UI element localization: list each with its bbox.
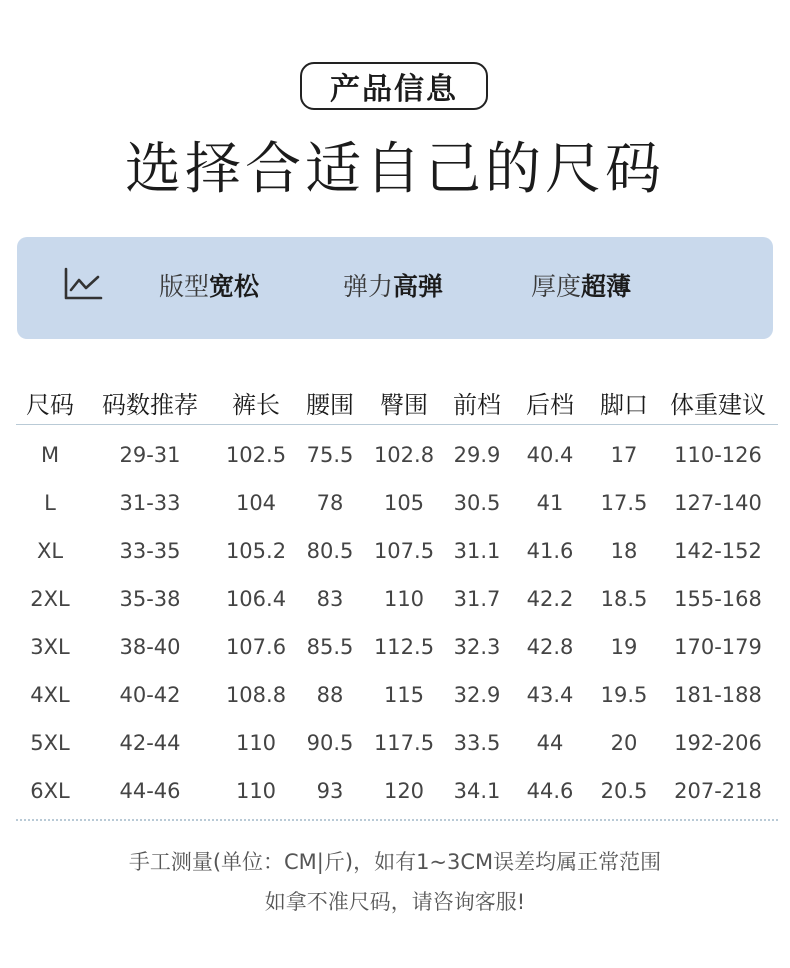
chart-line-icon <box>63 267 103 301</box>
column-header: 腰围 <box>306 390 354 419</box>
table-body <box>16 425 778 821</box>
table-cell: 78 <box>316 491 344 515</box>
column-header: 体重建议 <box>670 390 766 419</box>
table-cell: 18 <box>610 539 638 563</box>
table-row <box>16 431 778 479</box>
table-cell: 43.4 <box>526 683 574 707</box>
table-cell: 42.2 <box>526 587 574 611</box>
table-row <box>16 623 778 671</box>
table-cell: 90.5 <box>306 731 354 755</box>
feature-elasticity <box>343 271 443 303</box>
table-cell: 85.5 <box>306 635 354 659</box>
table-cell: 80.5 <box>306 539 354 563</box>
table-cell: 20 <box>610 731 638 755</box>
table-cell: 18.5 <box>600 587 648 611</box>
table-cell: 110 <box>235 731 277 755</box>
table-cell: 6XL <box>30 779 70 803</box>
feature-label: 厚度 <box>531 272 582 301</box>
column-header: 码数推荐 <box>102 390 198 419</box>
feature-fit <box>159 271 259 303</box>
table-cell: 106.4 <box>225 587 287 611</box>
table-cell: 29-31 <box>119 443 181 467</box>
table-cell: 102.5 <box>225 443 287 467</box>
table-cell: 102.8 <box>373 443 435 467</box>
table-cell: 107.6 <box>225 635 287 659</box>
table-cell: 19.5 <box>600 683 648 707</box>
table-cell: 32.9 <box>453 683 501 707</box>
table-cell: 181-188 <box>674 683 762 707</box>
table-cell: 107.5 <box>373 539 435 563</box>
table-cell: 44.6 <box>526 779 574 803</box>
table-cell: 30.5 <box>453 491 501 515</box>
table-cell: 19 <box>610 635 638 659</box>
table-cell: M <box>40 443 60 467</box>
service-note: 如拿不准尺码，请咨询客服! <box>264 890 526 914</box>
section-tag: 产品信息 <box>300 62 488 110</box>
table-cell: 41.6 <box>526 539 574 563</box>
table-cell: 5XL <box>30 731 70 755</box>
table-cell: 105.2 <box>225 539 287 563</box>
column-header: 裤长 <box>232 390 280 419</box>
table-cell: 17 <box>610 443 638 467</box>
table-cell: 93 <box>316 779 344 803</box>
table-cell: L <box>44 491 56 515</box>
table-cell: 207-218 <box>674 779 762 803</box>
table-cell: 40.4 <box>526 443 574 467</box>
table-cell: 142-152 <box>674 539 762 563</box>
table-cell: 40-42 <box>119 683 181 707</box>
table-cell: 110 <box>383 587 425 611</box>
table-cell: 170-179 <box>674 635 762 659</box>
table-cell: 42-44 <box>119 731 181 755</box>
table-cell: 115 <box>383 683 425 707</box>
table-cell: 155-168 <box>674 587 762 611</box>
column-header: 前档 <box>453 390 501 419</box>
table-cell: 33-35 <box>119 539 181 563</box>
table-cell: 104 <box>235 491 277 515</box>
column-header: 后档 <box>526 390 574 419</box>
table-cell: 88 <box>316 683 344 707</box>
table-cell: 117.5 <box>373 731 435 755</box>
table-cell: XL <box>36 539 64 563</box>
table-cell: 31.7 <box>453 587 501 611</box>
table-cell: 4XL <box>30 683 70 707</box>
table-cell: 127-140 <box>674 491 762 515</box>
table-cell: 17.5 <box>600 491 648 515</box>
table-cell: 29.9 <box>453 443 501 467</box>
table-cell: 44 <box>536 731 564 755</box>
table-cell: 38-40 <box>119 635 181 659</box>
feature-bar <box>17 237 773 339</box>
table-header-row <box>16 380 778 425</box>
table-cell: 32.3 <box>453 635 501 659</box>
table-cell: 34.1 <box>453 779 501 803</box>
feature-value: 高弹 <box>393 272 444 301</box>
table-cell: 41 <box>536 491 564 515</box>
table-cell: 2XL <box>30 587 70 611</box>
table-row <box>16 575 778 623</box>
table-cell: 112.5 <box>373 635 435 659</box>
size-table <box>16 380 778 821</box>
table-cell: 105 <box>383 491 425 515</box>
feature-thickness <box>531 271 631 303</box>
table-cell: 42.8 <box>526 635 574 659</box>
column-header: 脚口 <box>600 390 648 419</box>
table-cell: 120 <box>383 779 425 803</box>
table-cell: 44-46 <box>119 779 181 803</box>
table-cell: 33.5 <box>453 731 501 755</box>
feature-value: 超薄 <box>581 272 632 301</box>
table-row <box>16 479 778 527</box>
table-cell: 31-33 <box>119 491 181 515</box>
table-cell: 110-126 <box>674 443 762 467</box>
table-cell: 108.8 <box>225 683 287 707</box>
table-cell: 75.5 <box>306 443 354 467</box>
column-header: 尺码 <box>26 390 74 419</box>
table-cell: 110 <box>235 779 277 803</box>
measurement-note: 手工测量(单位：CM|斤)，如有1~3CM误差均属正常范围 <box>128 850 662 874</box>
table-cell: 192-206 <box>674 731 762 755</box>
column-header: 臀围 <box>380 390 428 419</box>
table-cell: 35-38 <box>119 587 181 611</box>
feature-label: 弹力 <box>343 272 394 301</box>
table-row <box>16 719 778 767</box>
table-row <box>16 671 778 719</box>
feature-value: 宽松 <box>209 272 260 301</box>
table-cell: 3XL <box>30 635 70 659</box>
table-cell: 31.1 <box>453 539 501 563</box>
table-cell: 20.5 <box>600 779 648 803</box>
table-row <box>16 767 778 815</box>
page-headline: 选择合适自己的尺码 <box>125 137 665 202</box>
table-row <box>16 527 778 575</box>
feature-label: 版型 <box>159 272 210 301</box>
table-cell: 83 <box>316 587 344 611</box>
